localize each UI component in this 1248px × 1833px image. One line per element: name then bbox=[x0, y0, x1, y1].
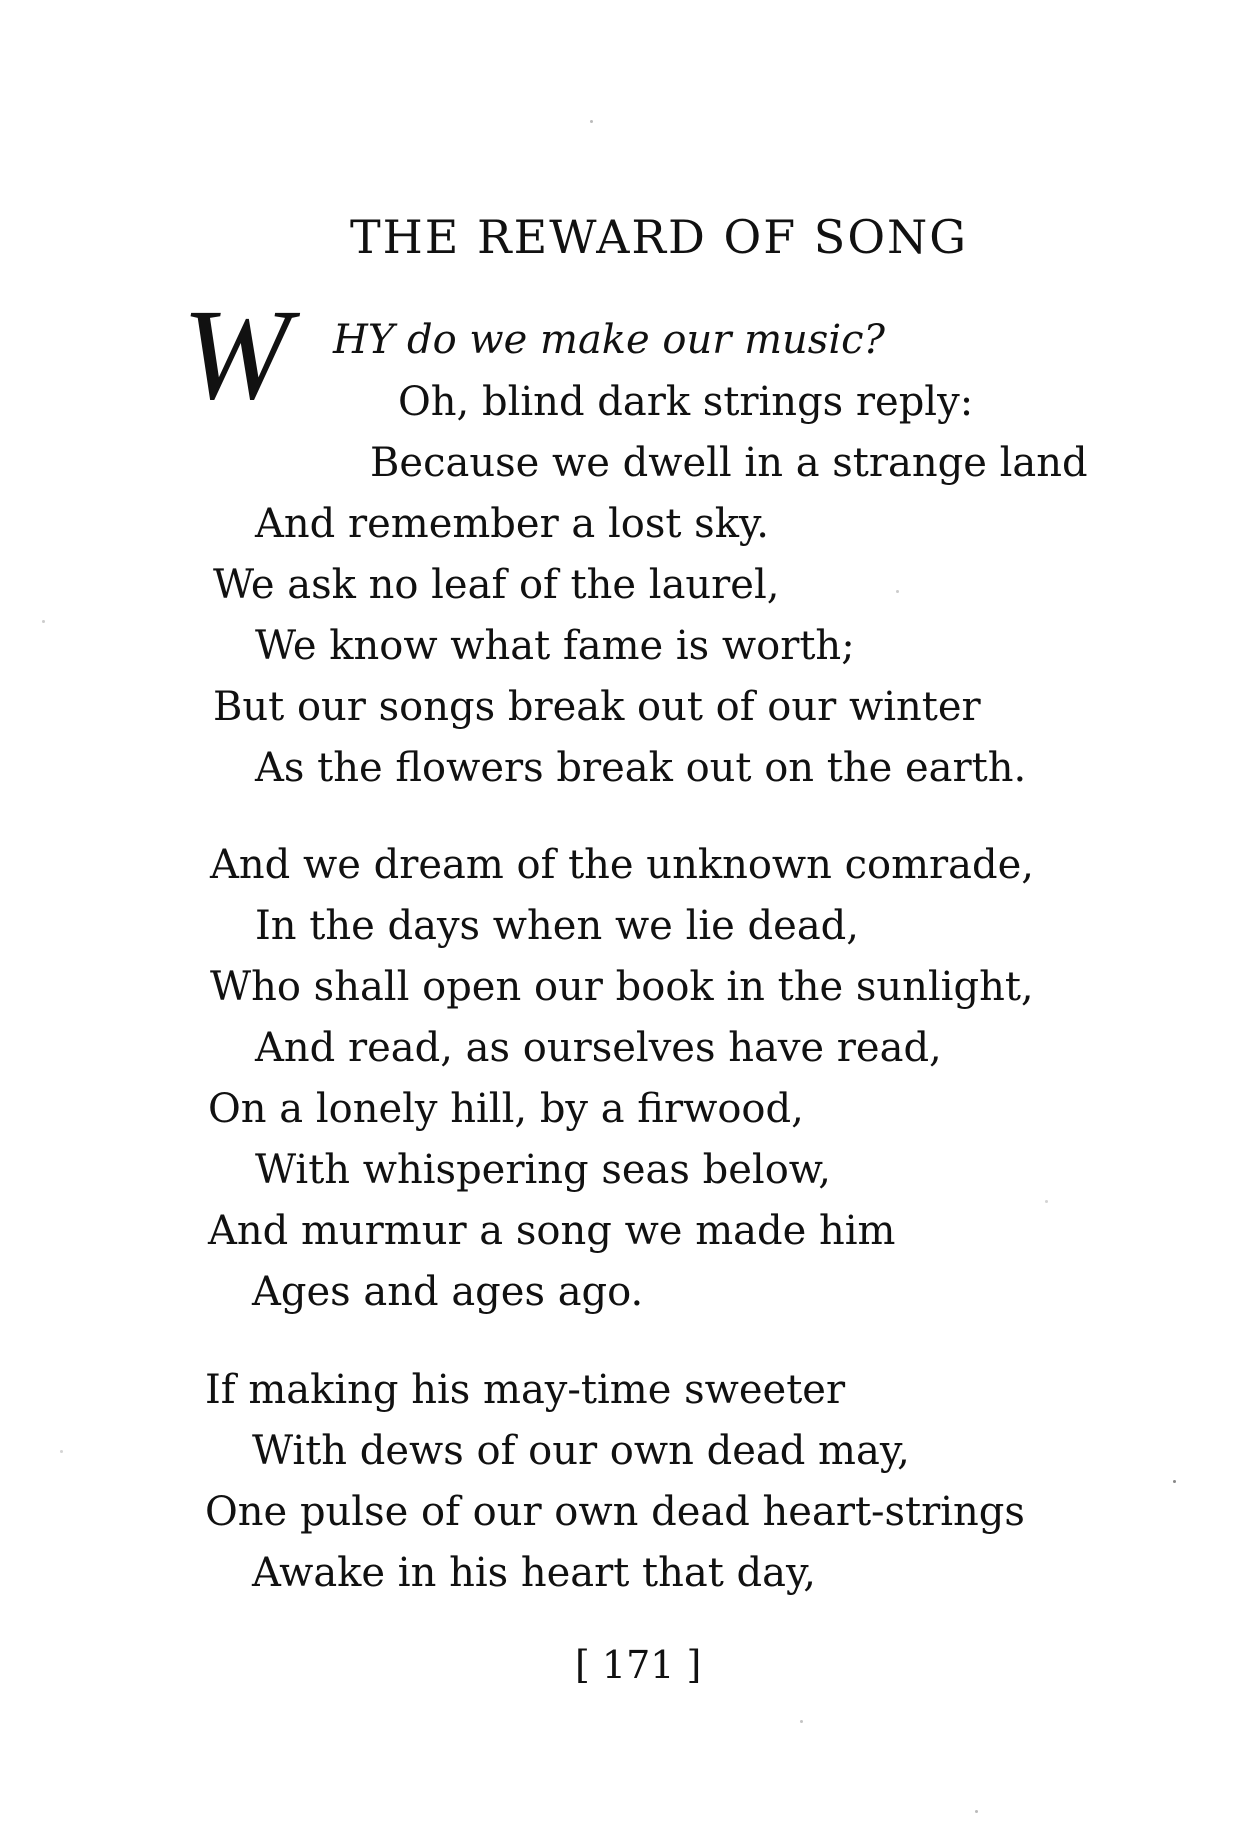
page-number: [ 171 ] bbox=[575, 1643, 702, 1687]
drop-cap: W bbox=[182, 283, 291, 427]
poem-line-3: Because we dwell in a strange land bbox=[370, 440, 1088, 486]
scan-speck bbox=[1045, 1200, 1048, 1203]
poem-line-13: On a lonely hill, by a firwood, bbox=[208, 1086, 804, 1132]
scan-speck bbox=[42, 620, 45, 623]
scan-speck bbox=[975, 1810, 978, 1813]
scan-speck bbox=[590, 120, 593, 123]
poem-line-17: If making his may-time sweeter bbox=[205, 1367, 846, 1413]
poem-line-6: We know what fame is worth; bbox=[255, 623, 855, 669]
poem-line-9: And we dream of the unknown comrade, bbox=[210, 842, 1035, 888]
poem-line-20: Awake in his heart that day, bbox=[252, 1550, 816, 1596]
poem-line-11: Who shall open our book in the sunlight, bbox=[210, 964, 1034, 1010]
poem-line-15: And murmur a song we made him bbox=[208, 1208, 896, 1254]
scan-speck bbox=[896, 590, 899, 593]
scan-speck bbox=[60, 1450, 63, 1453]
poem-line-8: As the flowers break out on the earth. bbox=[255, 745, 1027, 791]
poem-line-12: And read, as ourselves have read, bbox=[255, 1025, 942, 1071]
poem-line-16: Ages and ages ago. bbox=[252, 1269, 644, 1315]
scan-speck bbox=[1173, 1480, 1176, 1483]
poem-line-2: Oh, blind dark strings reply: bbox=[398, 379, 974, 425]
poem-line-19: One pulse of our own dead heart-strings bbox=[205, 1489, 1025, 1535]
poem-line-18: With dews of our own dead may, bbox=[252, 1428, 910, 1474]
poem-title: THE REWARD OF SONG bbox=[350, 210, 969, 264]
poem-line-10: In the days when we lie dead, bbox=[255, 903, 859, 949]
poem-line-1: HY do we make our music? bbox=[333, 317, 885, 363]
poem-line-14: With whispering seas below, bbox=[255, 1147, 831, 1193]
poem-line-7: But our songs break out of our winter bbox=[213, 684, 981, 730]
poem-line-4: And remember a lost sky. bbox=[255, 501, 769, 547]
poem-line-5: We ask no leaf of the laurel, bbox=[213, 562, 780, 608]
scan-speck bbox=[800, 1720, 803, 1723]
